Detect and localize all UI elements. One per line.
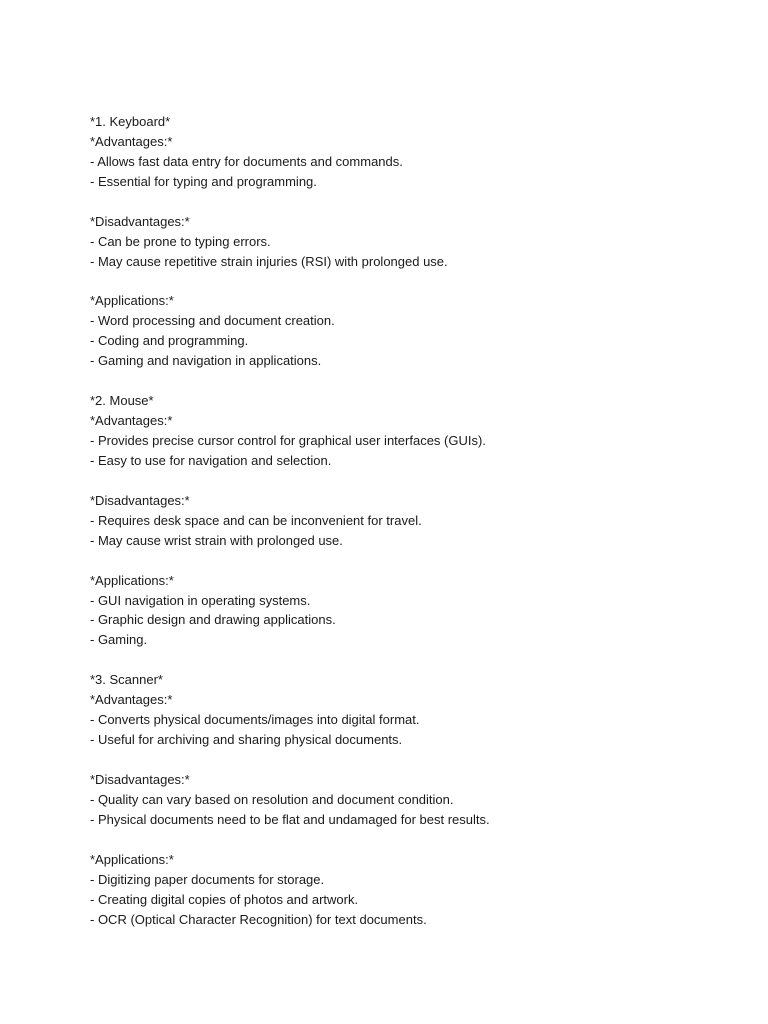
advantage-item: - Provides precise cursor control for graphical user interfaces (GUIs). <box>90 433 486 448</box>
spacer <box>90 471 730 491</box>
spacer <box>90 650 730 670</box>
disadvantage-item: - Physical documents need to be flat and undamaged for best results. <box>90 811 490 827</box>
disadvantage-item: - Requires desk space and can be inconvenient for travel. <box>90 512 422 528</box>
application-item: - Gaming and navigation in applications. <box>90 353 322 369</box>
applications-label: *Applications:* <box>90 851 174 867</box>
disadvantage-item: - May cause wrist strain with prolonged use. <box>90 532 343 548</box>
disadvantage-item: - May cause repetitive strain injuries (RSI) with prolonged use. <box>90 253 448 269</box>
advantage-item: - Useful for archiving and sharing physical documents. <box>90 732 403 748</box>
application-item: - Gaming. <box>90 632 148 648</box>
document-body <box>90 112 730 929</box>
section-scanner <box>90 670 730 929</box>
application-item: - GUI navigation in operating systems. <box>90 592 311 608</box>
advantage-item: - Essential for typing and programming. <box>90 173 317 189</box>
disadvantages-label: *Disadvantages:* <box>90 213 190 229</box>
spacer <box>90 551 730 571</box>
spacer <box>90 272 730 292</box>
disadvantage-item: - Can be prone to typing errors. <box>90 233 271 249</box>
advantages-label: *Advantages:* <box>90 413 173 429</box>
section-heading: *2. Mouse* <box>90 393 154 409</box>
section-heading: *3. Scanner* <box>90 672 163 688</box>
section-heading: *1. Keyboard* <box>90 114 171 129</box>
application-item: - OCR (Optical Character Recognition) for text documents. <box>90 911 427 927</box>
section-keyboard <box>90 112 730 391</box>
application-item: - Creating digital copies of photos and artwork. <box>90 891 359 907</box>
applications-label: *Applications:* <box>90 572 174 588</box>
application-item: - Graphic design and drawing applications. <box>90 612 336 628</box>
disadvantage-item: - Quality can vary based on resolution and document condition. <box>90 791 454 807</box>
application-item: - Coding and programming. <box>90 333 249 349</box>
spacer <box>90 192 730 212</box>
advantage-item: - Converts physical documents/images into digital format. <box>90 712 420 728</box>
advantage-item: - Easy to use for navigation and selection. <box>90 452 332 468</box>
advantage-item: - Allows fast data entry for documents and commands. <box>90 153 403 169</box>
applications-label: *Applications:* <box>90 293 174 309</box>
spacer <box>90 750 730 770</box>
advantages-label: *Advantages:* <box>90 692 173 708</box>
spacer <box>90 371 730 391</box>
disadvantages-label: *Disadvantages:* <box>90 492 190 508</box>
spacer <box>90 830 730 850</box>
application-item: - Digitizing paper documents for storage. <box>90 871 325 887</box>
application-item: - Word processing and document creation. <box>90 313 335 329</box>
disadvantages-label: *Disadvantages:* <box>90 771 190 787</box>
section-mouse <box>90 391 730 670</box>
advantages-label: *Advantages:* <box>90 133 173 149</box>
